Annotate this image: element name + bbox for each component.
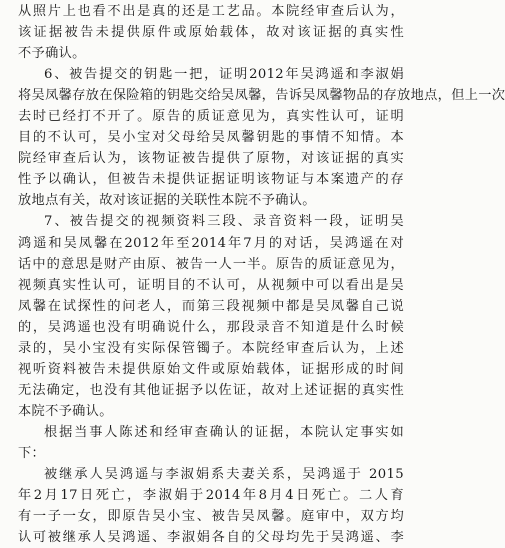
text-line: 不予确认。 bbox=[18, 46, 86, 62]
text-line: 年2月17日死亡，李淑娟于2014年8月4日死亡。二人育 bbox=[18, 488, 404, 504]
text-line: 去时已经打不开了。原告的质证意见为，真实性认可，证明 bbox=[18, 109, 404, 125]
text-line: 6、被告提交的钥匙一把，证明2012年吴鸿遥和李淑娟 bbox=[44, 67, 404, 83]
text-line: 话中的意思是财产由原、被告一人一半。原告的质证意见为， bbox=[18, 256, 404, 272]
text-line: 的，吴鸿遥也没有明确说什么，那段录音不知道是什么时候 bbox=[18, 319, 404, 335]
text-line: 从照片上也看不出是真的还是工艺品。本院经审查后认为， bbox=[18, 4, 404, 19]
text-line: 放地点有关，故对该证据的关联性本院不予确认。 bbox=[18, 193, 316, 209]
text-line: 鸿遥和吴凤馨在2012年至2014年7月的对话，吴鸿遥在对 bbox=[18, 235, 404, 251]
text-line: 目的不认可，吴小宝对父母给吴凤馨钥匙的事情不知情。本 bbox=[18, 130, 404, 146]
text-line: 被继承人吴鸿遥与李淑娟系夫妻关系，吴鸿遥于 2015 bbox=[44, 467, 404, 483]
text-line: 将吴凤馨存放在保险箱的钥匙交给吴凤馨，告诉吴凤馨物品的存放地点，但上一次 bbox=[18, 88, 505, 104]
text-line: 本院不予确认。 bbox=[18, 403, 113, 419]
text-line: 根据当事人陈述和经审查确认的证据，本院认定事实如 bbox=[44, 424, 404, 440]
text-line: 凤馨在试探性的问老人，而第三段视频中都是吴凤馨自己说 bbox=[18, 298, 404, 314]
text-line: 该证据被告未提供原件或原始载体，故对该证据的真实性 bbox=[18, 25, 404, 41]
text-line: 性予以确认，但被告未提供证据证明该物证与本案遗产的存 bbox=[18, 172, 404, 188]
text-line: 下： bbox=[18, 445, 46, 461]
text-line: 视听资料被告未提供原始文件或原始载体，证据形成的时间 bbox=[18, 361, 404, 377]
text-line: 有一子一女，即原告吴小宝、被告吴凤馨。庭审中，双方均 bbox=[18, 509, 404, 525]
text-line: 视频真实性认可，证明目的不认可，从视频中可以看出是吴 bbox=[18, 277, 404, 293]
text-line: 认可被继承人吴鸿遥、李淑娟各自的父母均先于吴鸿遥、李 bbox=[18, 530, 404, 546]
text-line: 院经审查后认为，该物证被告提供了原物，对该证据的真实 bbox=[18, 151, 404, 167]
text-line: 7、被告提交的视频资料三段、录音资料一段，证明吴 bbox=[44, 214, 404, 230]
text-line: 无法确定，也没有其他证据予以佐证，故对上述证据的真实性 bbox=[18, 382, 404, 398]
text-line: 录的，吴小宝没有实际保管镯子。本院经审查后认为，上述 bbox=[18, 340, 404, 356]
